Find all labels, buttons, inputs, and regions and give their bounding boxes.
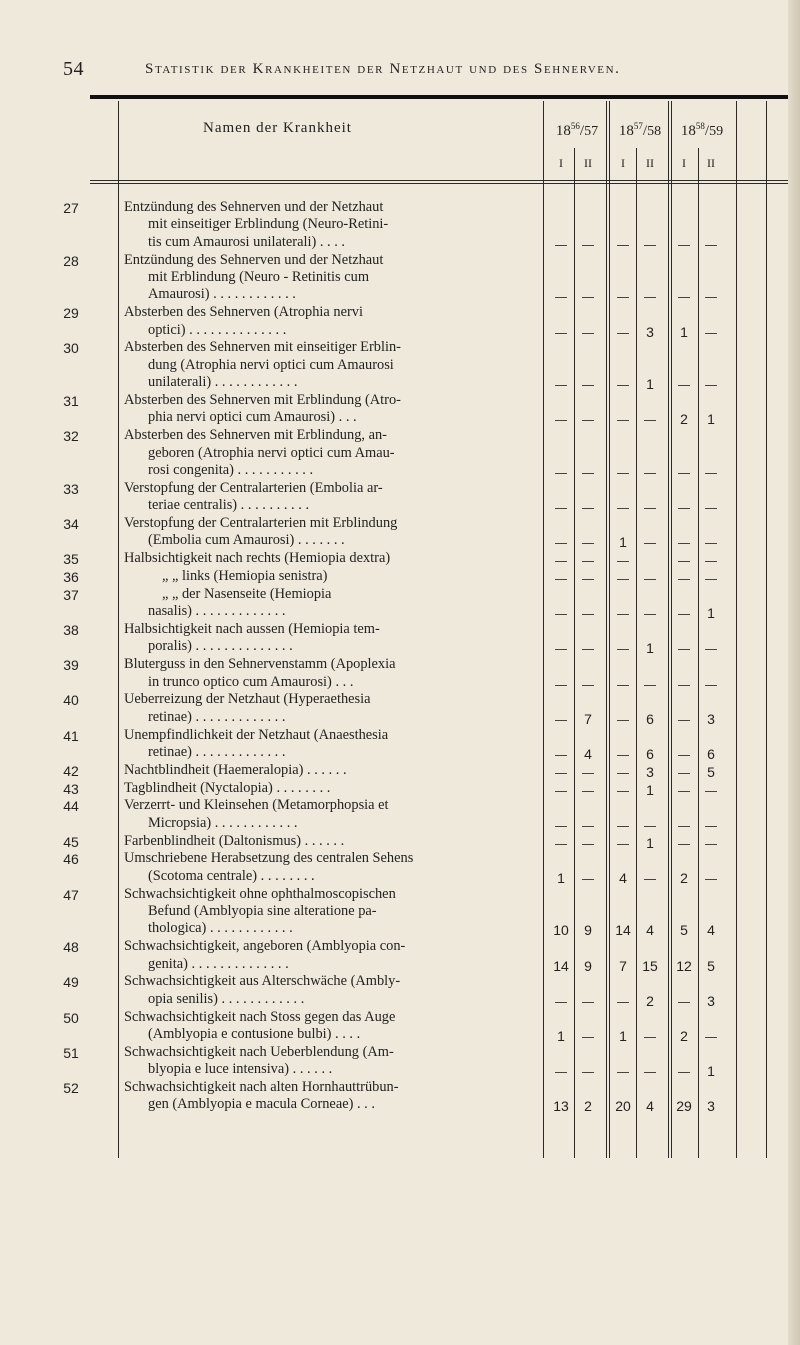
cell-value: 2 [584,1098,592,1115]
empty-cell-dash [582,245,594,246]
semester-header: I [559,156,563,170]
empty-cell-dash [582,649,594,650]
column-rule [671,101,672,1158]
empty-cell-dash [617,579,629,580]
empty-cell-dash [705,579,717,580]
disease-name-line: Absterben des Sehnerven mit Erblindung, an- [124,427,387,444]
cell-value: 1 [557,1028,565,1044]
cell-value: 1 [680,323,688,340]
row-number: 29 [63,305,79,322]
empty-cell-dash [555,245,567,246]
disease-name-line: Tagblindheit (Nyctalopia) . . . . . . . . [124,779,331,796]
empty-cell-dash [555,755,567,756]
empty-cell-dash [555,579,567,580]
empty-cell-dash [678,773,690,774]
disease-name [124,850,544,885]
disease-name-line: Absterben des Sehnerven mit Erblindung (Atro- [124,392,401,408]
running-title: Statistik der Krankheiten der Netzhaut und des Sehnerven. [145,61,621,77]
disease-name [124,973,544,1008]
disease-name-line: Absterben des Sehnerven mit einseitiger Erblin- [124,339,401,356]
disease-name [124,339,544,391]
cell-value: 14 [615,922,631,939]
row-number: 52 [63,1080,79,1096]
row-number: 45 [63,833,79,850]
empty-cell-dash [582,791,594,792]
disease-name-line: geboren (Atrophia nervi optici cum Amau- [148,444,395,461]
disease-name [124,550,544,567]
cell-value: 1 [707,1063,715,1080]
page-number: 54 [63,58,84,80]
disease-name [124,886,544,938]
header-rule [90,180,795,181]
row-number: 49 [63,974,79,991]
empty-cell-dash [617,614,629,615]
empty-cell-dash [582,333,594,334]
empty-cell-dash [617,1002,629,1003]
empty-cell-dash [582,614,594,615]
row-number: 30 [63,340,79,357]
empty-cell-dash [555,385,567,386]
disease-name-line: mit Erblindung (Neuro - Retinitis cum [148,269,370,285]
disease-name-line: mit einseitiger Erblindung (Neuro-Retini- [148,216,389,233]
cell-value: 10 [553,922,569,939]
empty-cell-dash [555,826,567,827]
column-rule [668,101,669,1158]
disease-name [124,938,544,973]
empty-cell-dash [617,333,629,334]
disease-name-line: (Amblyopia e contusione bulbi) . . . . [148,1026,361,1042]
empty-cell-dash [555,844,567,845]
disease-name-line: thologica) . . . . . . . . . . . . [148,920,293,937]
empty-cell-dash [678,1072,690,1073]
empty-cell-dash [644,1037,656,1038]
row-number: 48 [63,939,79,956]
cell-value: 1 [619,1028,627,1044]
empty-cell-dash [617,508,629,509]
cell-value: 2 [680,869,688,886]
cell-value: 13 [553,1098,569,1115]
year-header: $18^{56}/57$ [555,121,599,139]
semester-header: II [584,156,592,170]
empty-cell-dash [705,508,717,509]
cell-value: 3 [707,1098,715,1115]
empty-cell-dash [678,385,690,386]
disease-name-line: dung (Atrophia nervi optici cum Amaurosi [148,356,394,373]
empty-cell-dash [705,333,717,334]
row-number: 44 [63,798,79,815]
row-number: 43 [63,780,79,797]
semester-header: I [621,156,625,170]
empty-cell-dash [555,1002,567,1003]
disease-name-line: unilaterali) . . . . . . . . . . . . [148,374,298,391]
empty-cell-dash [555,773,567,774]
column-rule [606,101,607,1158]
cell-value: 4 [646,1098,654,1115]
header-rule [90,183,795,184]
empty-cell-dash [617,297,629,298]
disease-name [124,586,544,621]
row-number: 39 [63,657,79,674]
row-number: 32 [63,428,79,445]
disease-name [124,762,544,779]
disease-name [124,1009,544,1044]
disease-name-line: Entzündung des Sehnerven und der Netzhaut [124,251,384,268]
disease-name-line: Amaurosi) . . . . . . . . . . . . [148,286,296,303]
empty-cell-dash [644,685,656,686]
disease-name-line: Befund (Amblyopia sine alteratione pa- [148,903,377,919]
empty-cell-dash [617,561,629,562]
disease-name-line: optici) . . . . . . . . . . . . . . [148,321,287,338]
disease-name-line: Unempfindlichkeit der Netzhaut (Anaesthesia [124,726,389,743]
disease-name-line: Schwachsichtigkeit nach Ueberblendung (Am- [124,1043,394,1060]
row-number: 51 [63,1044,79,1061]
empty-cell-dash [617,755,629,756]
cell-value: 12 [676,957,692,974]
empty-cell-dash [644,543,656,544]
cell-value: 29 [676,1098,692,1115]
disease-name-line: phia nervi optici cum Amaurosi) . . . [148,409,357,426]
disease-name [124,797,544,832]
empty-cell-dash [705,791,717,792]
page-edge [788,0,800,1345]
row-number: 31 [63,393,79,409]
empty-cell-dash [555,649,567,650]
empty-cell-dash [555,473,567,474]
cell-value: 3 [707,992,715,1009]
row-number: 46 [63,851,79,868]
column-rule [118,101,119,1158]
empty-cell-dash [555,614,567,615]
row-number: 28 [63,252,79,269]
row-number: 41 [63,727,79,744]
empty-cell-dash [705,826,717,827]
empty-cell-dash [617,720,629,721]
empty-cell-dash [582,1002,594,1003]
empty-cell-dash [678,579,690,580]
row-number: 42 [63,762,79,779]
empty-cell-dash [678,543,690,544]
disease-name [124,304,544,339]
cell-value: 2 [680,411,688,428]
semester-header: II [646,156,654,170]
empty-cell-dash [582,826,594,827]
empty-cell-dash [644,579,656,580]
empty-cell-dash [582,420,594,421]
empty-cell-dash [678,473,690,474]
disease-name [124,621,544,656]
disease-name-line: Entzündung des Sehnerven und der Netzhaut [124,199,384,215]
disease-name [124,727,544,762]
cell-value: 5 [707,763,715,780]
disease-name-line: Verzerrt- und Kleinsehen (Metamorphopsia et [124,797,389,814]
empty-cell-dash [678,297,690,298]
row-number: 36 [63,569,79,585]
empty-cell-dash [617,473,629,474]
cell-value: 1 [707,411,715,428]
disease-name-line: Bluterguss in den Sehnervenstamm (Apoplexia [124,656,396,673]
row-number: 35 [63,551,79,568]
disease-name-line: Schwachsichtigkeit nach Stoss gegen das Auge [124,1008,396,1025]
row-number: 37 [63,586,79,603]
cell-value: 20 [615,1098,631,1115]
empty-cell-dash [582,508,594,509]
empty-cell-dash [555,508,567,509]
name-column-header: Namen der Krankheit [203,120,352,136]
empty-cell-dash [705,1037,717,1038]
disease-name [124,833,544,850]
cell-value: 3 [646,323,654,340]
disease-name-line: Nachtblindheit (Haemeralopia) . . . . . . [124,761,347,778]
disease-name-line: genita) . . . . . . . . . . . . . . [148,955,289,972]
empty-cell-dash [644,1072,656,1073]
column-rule [636,148,637,1158]
cell-value: 6 [707,746,715,762]
empty-cell-dash [678,844,690,845]
empty-cell-dash [644,614,656,615]
row-number: 34 [63,516,79,532]
cell-value: 14 [553,957,569,974]
cell-value: 4 [646,922,654,939]
empty-cell-dash [617,420,629,421]
empty-cell-dash [582,1072,594,1073]
disease-name-line: tis cum Amaurosi unilaterali) . . . . [148,233,346,250]
empty-cell-dash [678,561,690,562]
disease-name-line: (Embolia cum Amaurosi) . . . . . . . [148,532,345,549]
cell-value: 15 [642,957,658,974]
empty-cell-dash [582,473,594,474]
year-header: $18^{58}/59$ [680,121,724,139]
cell-value: 2 [680,1028,688,1044]
empty-cell-dash [705,245,717,246]
row-number: 47 [63,886,79,903]
disease-name-line: Schwachsichtigkeit aus Alterschwäche (Ambly- [124,973,401,990]
disease-name-line: opia senilis) . . . . . . . . . . . . [148,990,305,1007]
cell-value: 4 [707,922,715,939]
disease-name [124,515,544,550]
empty-cell-dash [555,791,567,792]
empty-cell-dash [705,297,717,298]
empty-cell-dash [617,385,629,386]
column-rule [574,148,575,1158]
empty-cell-dash [678,826,690,827]
page-header [0,58,800,80]
cell-value: 6 [646,746,654,762]
cell-value: 4 [584,746,592,762]
disease-name-line: retinae) . . . . . . . . . . . . . [148,744,286,760]
disease-name-line: Schwachsichtigkeit nach alten Hornhauttrübun- [124,1079,399,1095]
empty-cell-dash [617,773,629,774]
empty-cell-dash [582,773,594,774]
empty-cell-dash [582,844,594,845]
cell-value: 1 [646,834,654,851]
empty-cell-dash [617,649,629,650]
column-rule [766,101,767,1158]
year-header: $18^{57}/58$ [618,121,662,139]
disease-name-line: nasalis) . . . . . . . . . . . . . [148,603,286,620]
top-rule [90,95,795,99]
empty-cell-dash [617,826,629,827]
empty-cell-dash [582,879,594,880]
empty-cell-dash [644,508,656,509]
empty-cell-dash [644,420,656,421]
disease-name-line: gen (Amblyopia e macula Corneae) . . . [148,1096,375,1113]
empty-cell-dash [555,685,567,686]
disease-name-line: rosi congenita) . . . . . . . . . . . [148,462,314,478]
empty-cell-dash [582,685,594,686]
disease-name-line: blyopia e luce intensiva) . . . . . . [148,1061,333,1078]
disease-name-line: (Scotoma centrale) . . . . . . . . [148,867,315,884]
disease-name-line: poralis) . . . . . . . . . . . . . . [148,638,293,655]
empty-cell-dash [617,685,629,686]
disease-name [124,480,544,515]
empty-cell-dash [678,614,690,615]
empty-cell-dash [678,720,690,721]
empty-cell-dash [678,1002,690,1003]
cell-value: 1 [646,376,654,393]
empty-cell-dash [644,297,656,298]
empty-cell-dash [617,791,629,792]
empty-cell-dash [617,245,629,246]
disease-name [124,199,544,251]
empty-cell-dash [617,1072,629,1073]
disease-name-line: Halbsichtigkeit nach aussen (Hemiopia tem- [124,621,380,637]
row-number: 27 [63,200,79,216]
empty-cell-dash [582,561,594,562]
row-number: 50 [63,1009,79,1026]
disease-name [124,1044,544,1079]
disease-name-line: retinae) . . . . . . . . . . . . . [148,708,286,725]
empty-cell-dash [678,791,690,792]
empty-cell-dash [705,879,717,880]
empty-cell-dash [582,543,594,544]
empty-cell-dash [705,473,717,474]
disease-name-line: Schwachsichtigkeit ohne ophthalmoscopischen [124,885,396,902]
cell-value: 9 [584,957,592,974]
disease-name-line: Absterben des Sehnerven (Atrophia nervi [124,304,363,321]
cell-value: 2 [646,992,654,1009]
empty-cell-dash [705,543,717,544]
empty-cell-dash [705,561,717,562]
cell-value: 4 [619,869,627,886]
cell-value: 1 [646,781,654,798]
disease-name [124,691,544,726]
cell-value: 7 [619,957,627,974]
cell-value: 7 [584,710,592,727]
cell-value: 6 [646,710,654,727]
disease-name [124,780,544,797]
empty-cell-dash [582,385,594,386]
empty-cell-dash [555,297,567,298]
disease-name-line: Farbenblindheit (Daltonismus) . . . . . . [124,832,345,849]
disease-name-line: Halbsichtigkeit nach rechts (Hemiopia dextra) [124,550,391,567]
column-rule [736,101,737,1158]
cell-value: 1 [646,640,654,657]
disease-name [124,1079,544,1114]
cell-value: 5 [680,922,688,939]
disease-name [124,252,544,304]
empty-cell-dash [617,844,629,845]
cell-value: 3 [707,710,715,727]
empty-cell-dash [555,420,567,421]
empty-cell-dash [678,245,690,246]
semester-header: II [707,156,715,170]
empty-cell-dash [555,720,567,721]
disease-name-line: „ „ links (Hemiopia senistra) [162,568,328,584]
empty-cell-dash [582,297,594,298]
cell-value: 1 [557,869,565,886]
empty-cell-dash [555,543,567,544]
empty-cell-dash [678,685,690,686]
disease-name [124,392,544,427]
empty-cell-dash [705,649,717,650]
empty-cell-dash [644,473,656,474]
empty-cell-dash [705,685,717,686]
disease-name-line: Verstopfung der Centralarterien (Embolia ar- [124,479,383,496]
semester-header: I [682,156,686,170]
cell-value: 9 [584,922,592,939]
disease-name-line: Schwachsichtigkeit, angeboren (Amblyopia con- [124,938,406,955]
cell-value: 5 [707,957,715,974]
cell-value: 1 [619,534,627,551]
empty-cell-dash [705,844,717,845]
disease-name-line: in trunco optico cum Amaurosi) . . . [148,673,354,690]
empty-cell-dash [678,649,690,650]
disease-name-line: „ „ der Nasenseite (Hemiopia [162,585,332,602]
disease-name-line: Verstopfung der Centralarterien mit Erblindung [124,515,398,531]
empty-cell-dash [644,879,656,880]
empty-cell-dash [644,245,656,246]
cell-value: 1 [707,605,715,622]
empty-cell-dash [705,385,717,386]
disease-name [124,568,544,585]
row-number: 33 [63,480,79,497]
cell-value: 3 [646,763,654,780]
empty-cell-dash [582,1037,594,1038]
disease-name [124,656,544,691]
empty-cell-dash [678,755,690,756]
disease-name-line: Umschriebene Herabsetzung des centralen Sehens [124,850,414,867]
disease-name [124,427,544,479]
column-rule [609,101,610,1158]
disease-name-line: teriae centralis) . . . . . . . . . . [148,497,310,514]
row-number: 40 [63,692,79,709]
empty-cell-dash [555,1072,567,1073]
empty-cell-dash [582,579,594,580]
empty-cell-dash [555,561,567,562]
empty-cell-dash [555,333,567,334]
empty-cell-dash [678,508,690,509]
disease-name-line: Ueberreizung der Netzhaut (Hyperaethesia [124,691,371,708]
disease-name-line: Micropsia) . . . . . . . . . . . . [148,814,298,831]
empty-cell-dash [644,826,656,827]
row-number: 38 [63,622,79,638]
